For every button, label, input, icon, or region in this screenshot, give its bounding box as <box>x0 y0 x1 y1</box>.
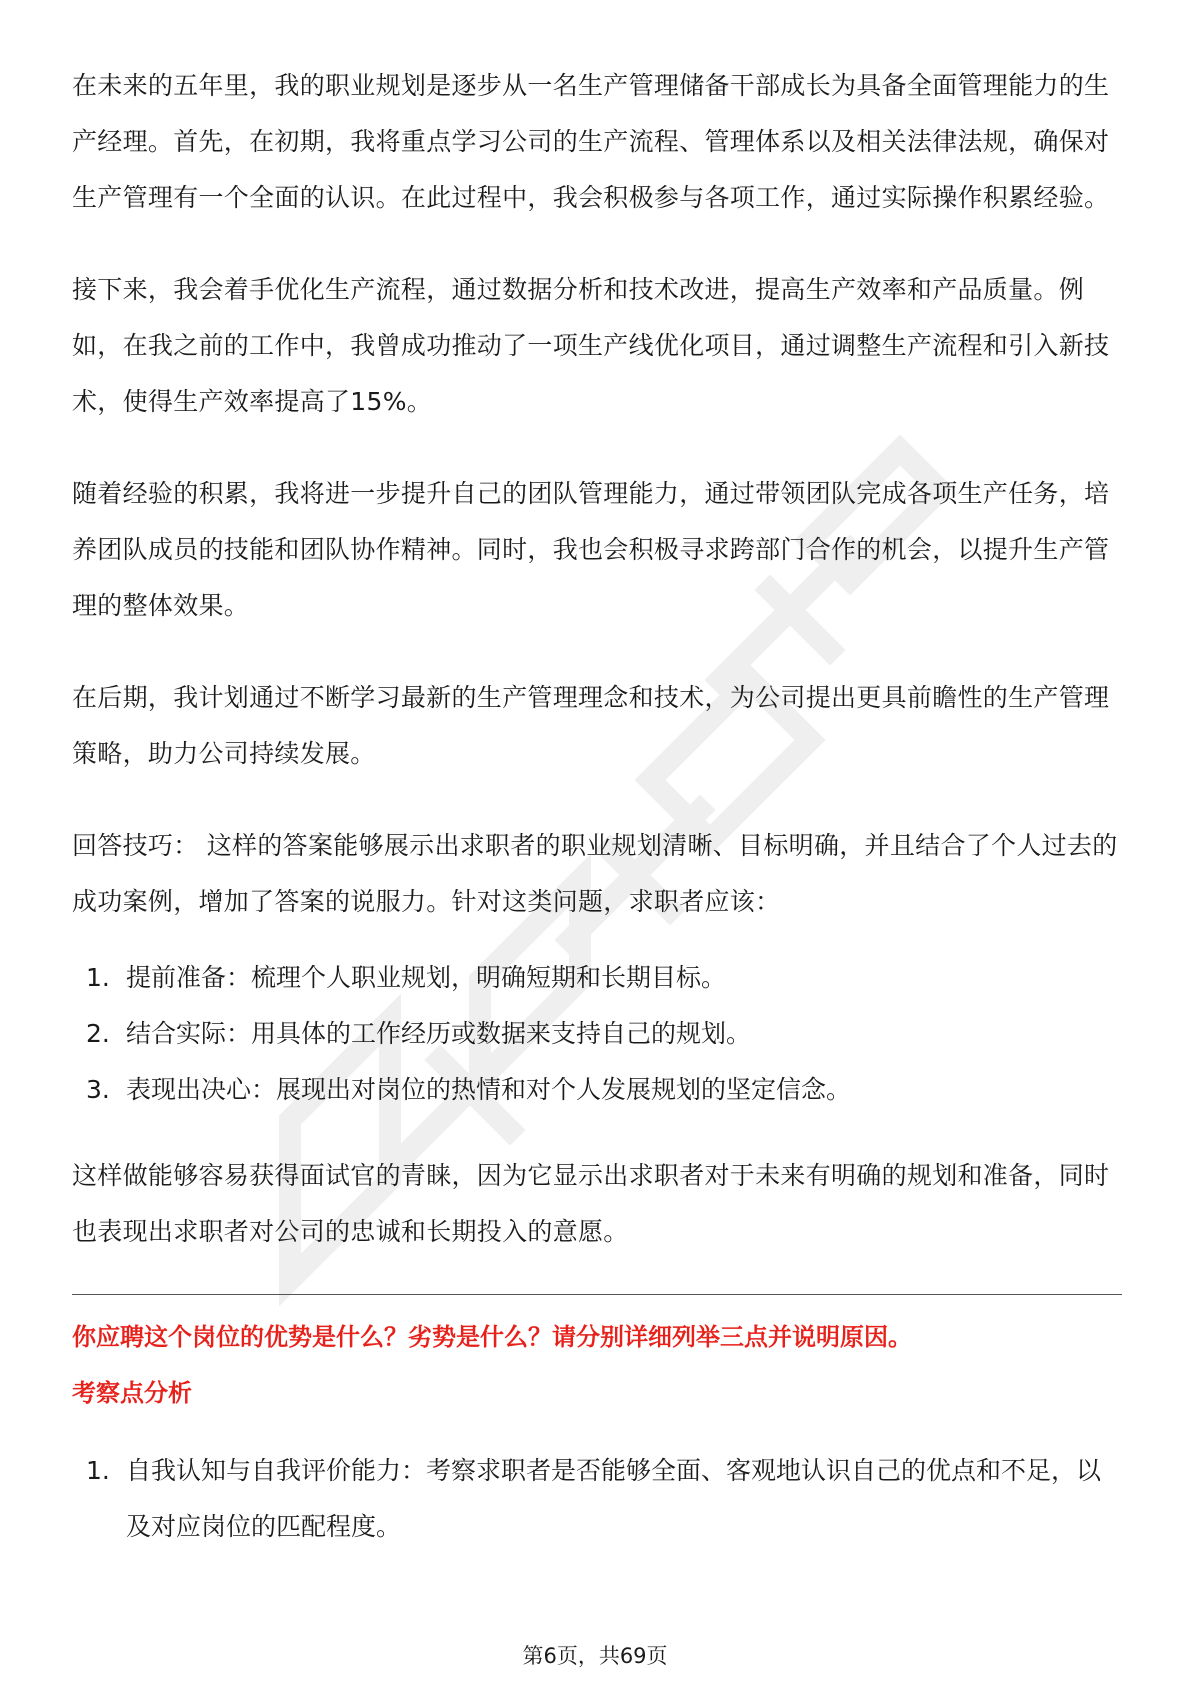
tips-list <box>72 950 1122 1118</box>
paragraph-later-stage: 在后期，我计划通过不断学习最新的生产管理理念和技术，为公司提出更具前瞻性的生产管理策略，助力公司持续发展。 <box>72 683 1110 768</box>
paragraph-team-management: 随着经验的积累，我将进一步提升自己的团队管理能力，通过带领团队完成各项生产任务，培养团队成员的技能和团队协作精神。同时，我也会积极寻求跨部门合作的机会，以提升生产管理的整体效果。 <box>72 479 1110 620</box>
list-item <box>72 1443 1122 1555</box>
analysis-list <box>72 1443 1122 1555</box>
question-heading: 你应聘这个岗位的优势是什么？劣势是什么？请分别详细列举三点并说明原因。 <box>72 1323 912 1351</box>
list-number: 1. <box>86 1456 110 1485</box>
paragraph-optimization: 接下来，我会着手优化生产流程，通过数据分析和技术改进，提高生产效率和产品质量。例如，在我之前的工作中，我曾成功推动了一项生产线优化项目，通过调整生产流程和引入新技术，使得生产效率提高了15%。 <box>72 275 1110 416</box>
list-item <box>72 1062 1122 1118</box>
paragraph-conclusion: 这样做能够容易获得面试官的青睐，因为它显示出求职者对于未来有明确的规划和准备，同时也表现出求职者对公司的忠诚和长期投入的意愿。 <box>72 1161 1110 1246</box>
analysis-heading: 考察点分析 <box>72 1379 192 1407</box>
list-text: 结合实际：用具体的工作经历或数据来支持自己的规划。 <box>126 1019 752 1048</box>
section-divider <box>72 1294 1122 1295</box>
page-footer: 第6页，共69页 <box>522 1644 668 1668</box>
paragraph-answer-tips: 回答技巧： 这样的答案能够展示出求职者的职业规划清晰、目标明确，并且结合了个人过去的成功案例，增加了答案的说服力。针对这类问题，求职者应该： <box>72 831 1118 916</box>
list-text: 提前准备：梳理个人职业规划，明确短期和长期目标。 <box>126 963 727 992</box>
list-number: 3. <box>86 1075 110 1104</box>
list-item <box>72 1006 1122 1062</box>
list-text: 表现出决心：展现出对岗位的热情和对个人发展规划的坚定信念。 <box>126 1075 852 1104</box>
list-number: 1. <box>86 963 110 992</box>
main-content <box>72 58 1122 1585</box>
paragraph-five-year-plan: 在未来的五年里，我的职业规划是逐步从一名生产管理储备干部成长为具备全面管理能力的生产经理。首先，在初期，我将重点学习公司的生产流程、管理体系以及相关法律法规，确保对生产管理有一个全面的认识。在此过程中，我会积极参与各项工作，通过实际操作积累经验。 <box>72 71 1110 212</box>
list-number: 2. <box>86 1019 110 1048</box>
list-item <box>72 950 1122 1006</box>
list-text: 自我认知与自我评价能力：考察求职者是否能够全面、客观地认识自己的优点和不足，以及对应岗位的匹配程度。 <box>126 1456 1102 1541</box>
